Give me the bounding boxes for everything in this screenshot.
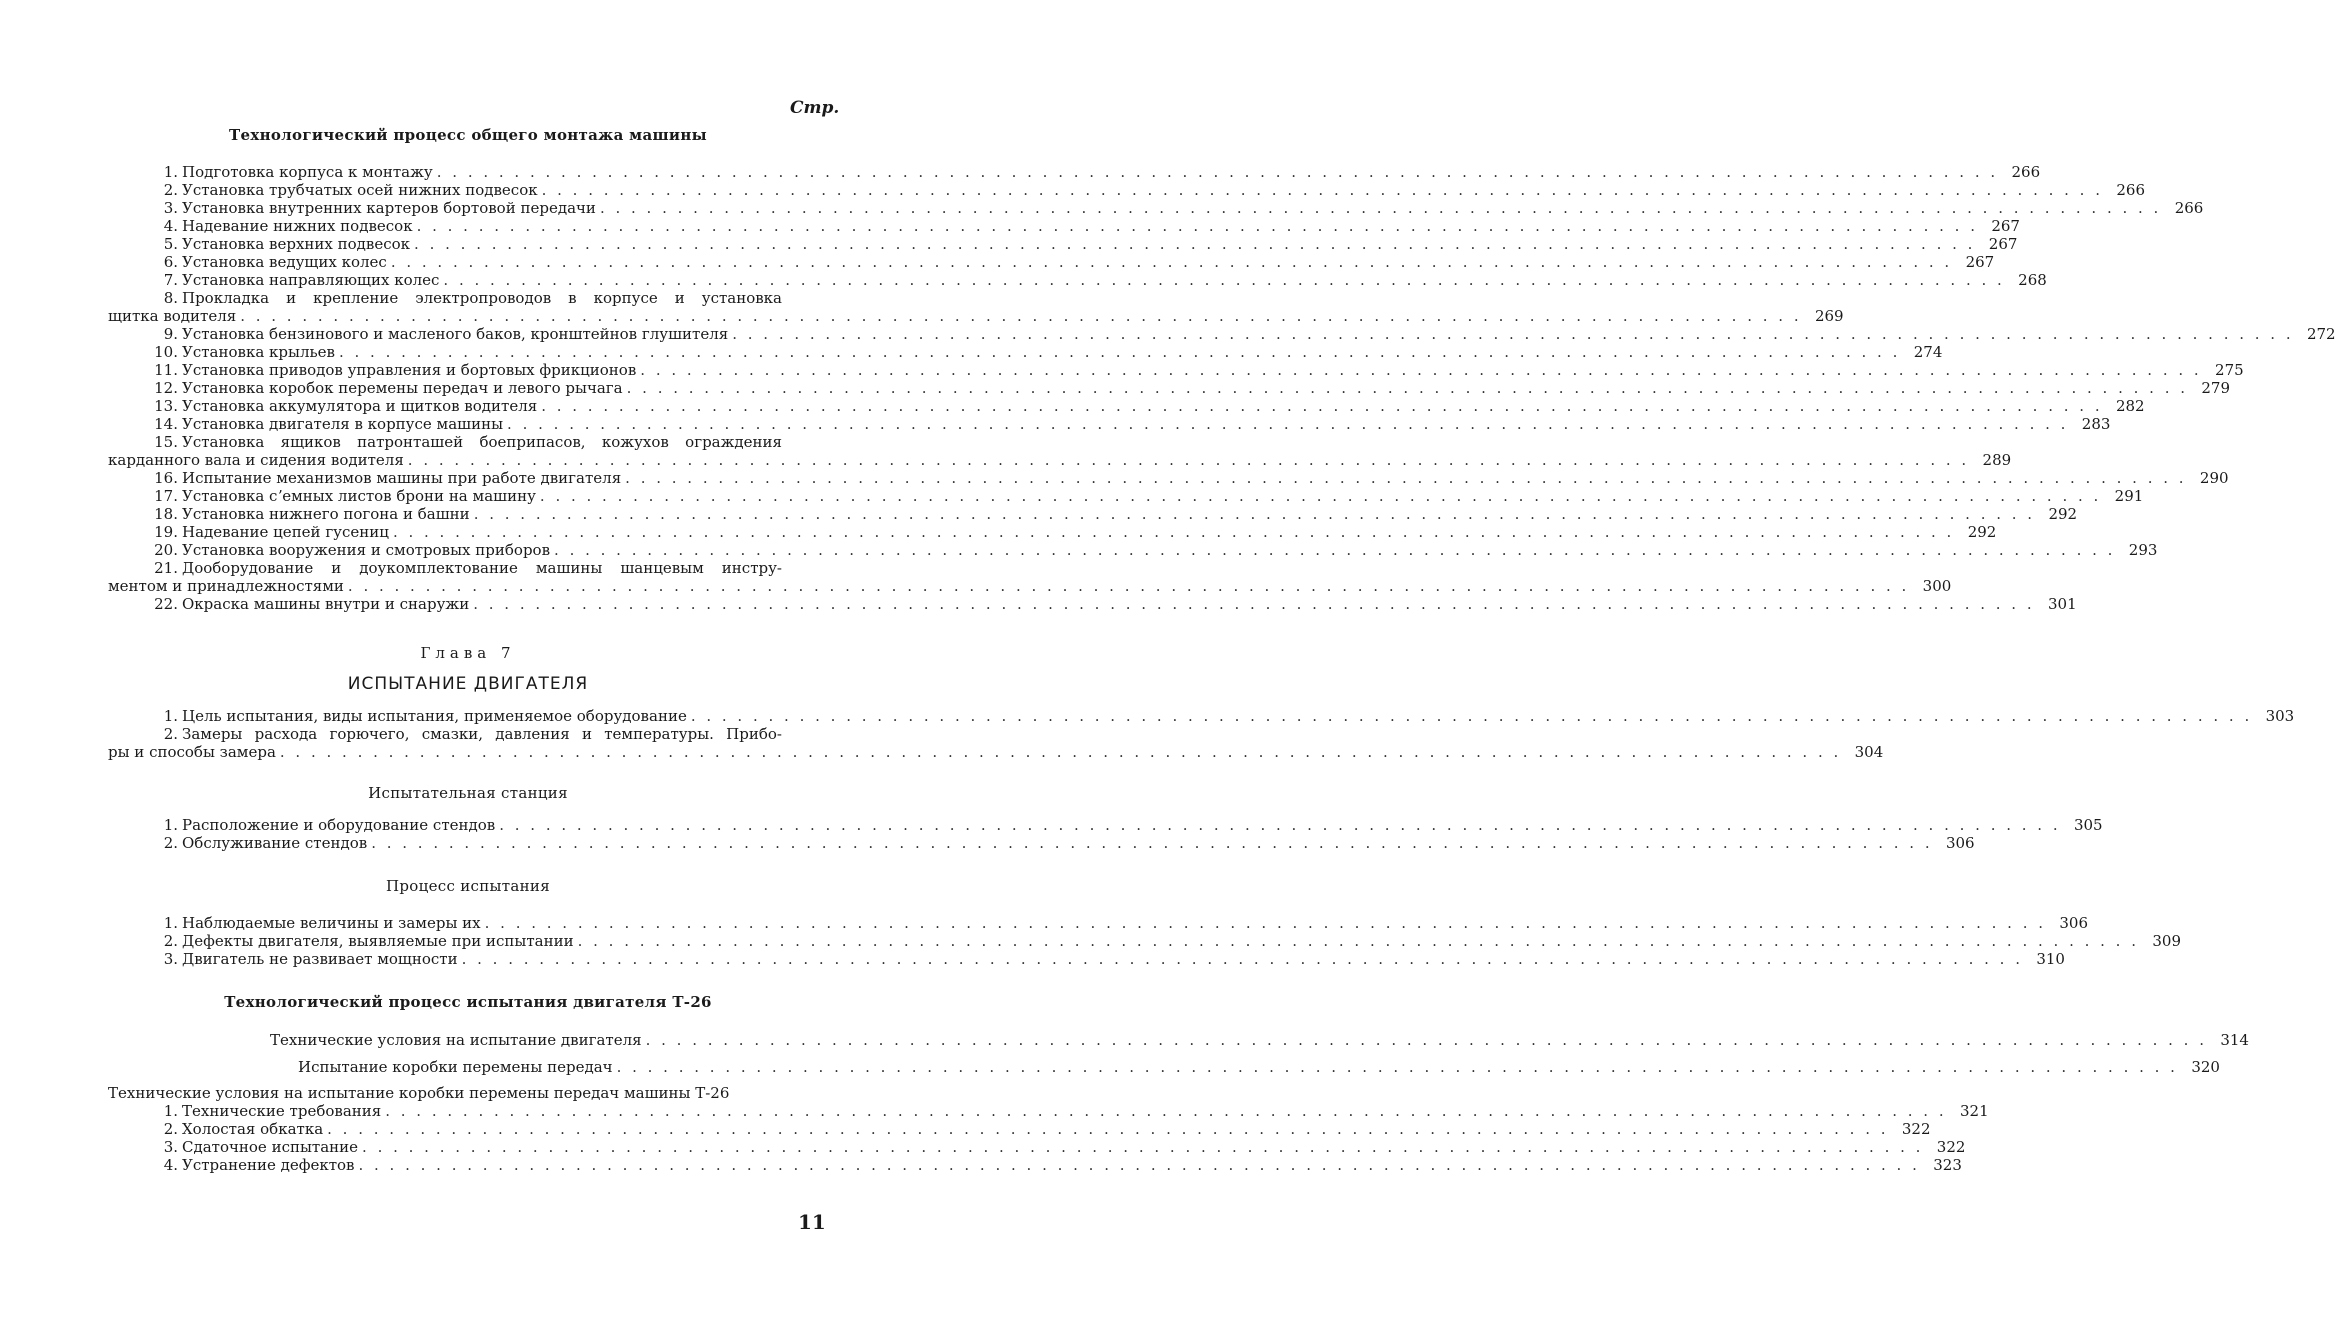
toc-entry[interactable]: 2. Дефекты двигателя, выявляемые при испытании . . . 309: [108, 932, 820, 950]
leader-dots: [473, 595, 2034, 613]
leader-dots: [348, 577, 1909, 595]
toc-entry[interactable]: 19. Надевание цепей гусениц . . . 292: [108, 523, 820, 541]
toc-entry[interactable]: 2. Установка трубчатых осей нижних подвесок . . . 266: [108, 181, 820, 199]
leader-dots: [732, 325, 2293, 343]
toc-entry[interactable]: 1. Наблюдаемые величины и замеры их . . . 306: [108, 914, 820, 932]
leader-dots: [640, 361, 2201, 379]
toc-entry[interactable]: 14. Установка двигателя в корпусе машины . . . 283: [108, 415, 820, 433]
toc-entry[interactable]: 17. Установка сʼемных листов брони на машину . . . 291: [108, 487, 820, 505]
toc-entry[interactable]: 7. Установка направляющих колес . . . 268: [108, 271, 820, 289]
toc-entry[interactable]: 1. Подготовка корпуса к монтажу . . . 266: [108, 163, 820, 181]
leader-dots: [600, 199, 2161, 217]
toc-entry[interactable]: 3. Двигатель не развивает мощности . . . 310: [108, 950, 820, 968]
leader-dots: [507, 415, 2068, 433]
toc-entry[interactable]: 10. Установка крыльев . . . 274: [108, 343, 820, 361]
toc-entry[interactable]: 9. Установка бензинового и масленого баков, кронштейнов глушителя . . . 272: [108, 325, 820, 343]
leader-dots: [627, 379, 2188, 397]
leader-dots: [554, 541, 2115, 559]
toc-entry[interactable]: 4. Устранение дефектов . . . 323: [108, 1156, 820, 1174]
leader-dots: [578, 932, 2139, 950]
leader-dots: [393, 523, 1954, 541]
leader-dots: [358, 1156, 1919, 1174]
leader-dots: [371, 834, 1932, 852]
section-title-process: Процесс испытания: [386, 877, 550, 895]
leader-dots: [485, 914, 2046, 932]
toc-entry[interactable]: 20. Установка вооружения и смотровых приборов . . . 293: [108, 541, 820, 559]
toc-entry[interactable]: 12. Установка коробок перемены передач и левого рычага . . . 279: [108, 379, 820, 397]
subsection-title: Технические условия на испытание коробки перемены передач машины Т-26: [108, 1084, 730, 1102]
section-title-station: Испытательная станция: [368, 784, 568, 802]
toc-entry[interactable]: 21. Дооборудование и доукомплектование машины шанцевым инстру-: [154, 559, 782, 577]
leader-dots: [443, 271, 2004, 289]
toc-entry[interactable]: Испытание коробки перемены передач . . . 320: [298, 1058, 820, 1076]
toc-entry[interactable]: 2. Замеры расхода горючего, смазки, давления и температуры. Прибо-: [163, 725, 782, 743]
section-title-t26: Технологический процесс испытания двигателя Т-26: [224, 993, 712, 1011]
leader-dots: [408, 451, 1969, 469]
toc-entry[interactable]: 13. Установка аккумулятора и щитков водителя . . . 282: [108, 397, 820, 415]
chapter-title: ИСПЫТАНИЕ ДВИГАТЕЛЯ: [347, 674, 589, 694]
toc-entry[interactable]: 16. Испытание механизмов машины при работе двигателя . . . 290: [108, 469, 820, 487]
toc-entry[interactable]: 11. Установка приводов управления и бортовых фрикционов . . . 275: [108, 361, 820, 379]
toc-entry[interactable]: 2. Холостая обкатка . . . 322: [108, 1120, 820, 1138]
section-title-assembly: Технологический процесс общего монтажа машины: [229, 126, 707, 144]
leader-dots: [391, 253, 1952, 271]
toc-entry-continuation[interactable]: карданного вала и сидения водителя . . . 289: [108, 451, 820, 469]
leader-dots: [240, 307, 1801, 325]
toc-entry[interactable]: Технические условия на испытание двигателя . . . 314: [270, 1031, 820, 1049]
leader-dots: [385, 1102, 1946, 1120]
toc-entry-continuation[interactable]: ры и способы замера . . . 304: [108, 743, 820, 761]
leader-dots: [691, 707, 2252, 725]
leader-dots: [474, 505, 2035, 523]
leader-dots: [462, 950, 2023, 968]
toc-entry[interactable]: 2. Обслуживание стендов . . . 306: [108, 834, 820, 852]
toc-entry[interactable]: 18. Установка нижнего погона и башни . . . 292: [108, 505, 820, 523]
toc-entry[interactable]: 3. Установка внутренних картеров бортовой передачи . . . 266: [108, 199, 820, 217]
page-column-label: Стр.: [790, 98, 840, 118]
toc-entry[interactable]: 6. Установка ведущих колес . . . 267: [108, 253, 820, 271]
leader-dots: [327, 1120, 1888, 1138]
toc-entry[interactable]: 1. Цель испытания, виды испытания, применяемое оборудование . . . 303: [108, 707, 820, 725]
toc-entry[interactable]: 3. Сдаточное испытание . . . 322: [108, 1138, 820, 1156]
page-number: 11: [798, 1210, 826, 1234]
leader-dots: [625, 469, 2186, 487]
toc-entry[interactable]: 4. Надевание нижних подвесок . . . 267: [108, 217, 820, 235]
toc-entry-continuation[interactable]: щитка водителя . . . 269: [108, 307, 820, 325]
toc-entry[interactable]: 1. Технические требования . . . 321: [108, 1102, 820, 1120]
leader-dots: [417, 217, 1978, 235]
leader-dots: [437, 163, 1998, 181]
leader-dots: [617, 1058, 2178, 1076]
leader-dots: [414, 235, 1975, 253]
chapter-label: Глава 7: [420, 644, 516, 662]
leader-dots: [280, 743, 1841, 761]
toc-entry[interactable]: 8. Прокладка и крепление электропроводов в корпусе и установка: [163, 289, 782, 307]
toc-entry[interactable]: 22. Окраска машины внутри и снаружи . . . 301: [108, 595, 820, 613]
toc-entry[interactable]: 5. Установка верхних подвесок . . . 267: [108, 235, 820, 253]
leader-dots: [542, 181, 2103, 199]
leader-dots: [362, 1138, 1923, 1156]
toc-entry[interactable]: 1. Расположение и оборудование стендов . . . 305: [108, 816, 820, 834]
leader-dots: [339, 343, 1900, 361]
toc-entry-continuation[interactable]: ментом и принадлежностями . . . 300: [108, 577, 820, 595]
leader-dots: [541, 397, 2102, 415]
leader-dots: [499, 816, 2060, 834]
toc-entry[interactable]: 15. Установка ящиков патронташей боеприпасов, кожухов ограждения: [154, 433, 782, 451]
leader-dots: [646, 1031, 2207, 1049]
leader-dots: [540, 487, 2101, 505]
